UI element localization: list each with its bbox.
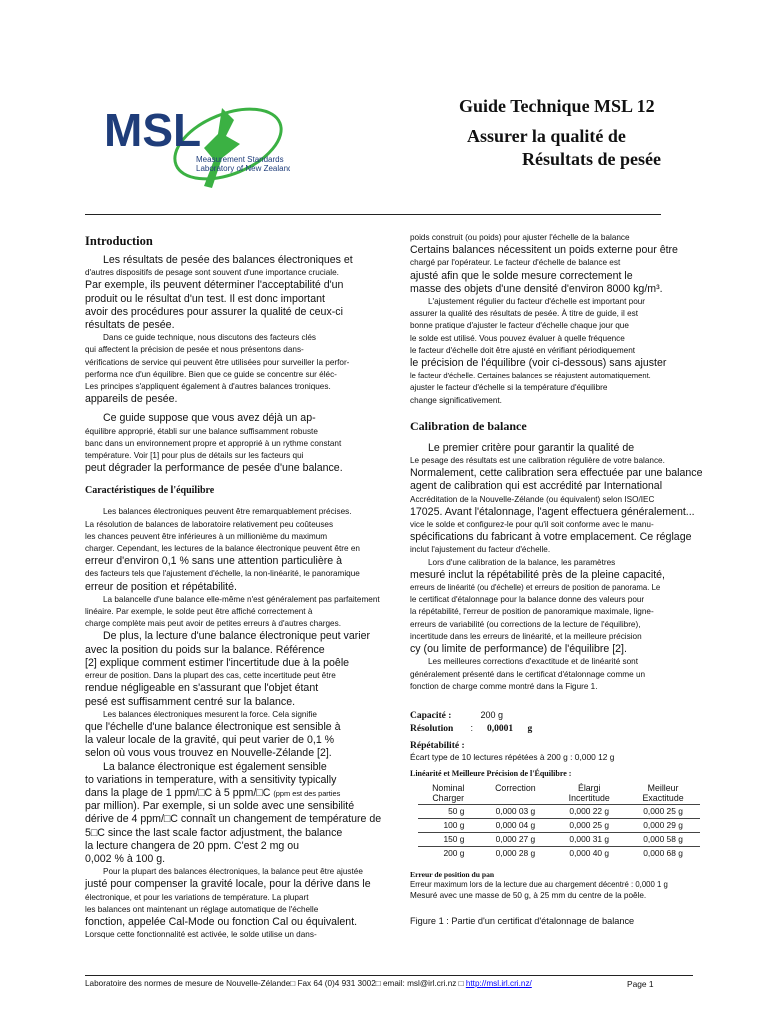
header-divider xyxy=(85,214,661,215)
text-line: ajuster le facteur d'échelle si la température d'équilibre xyxy=(410,383,608,393)
table-cell: 0,000 58 g xyxy=(626,832,700,846)
text-line: 5□C since the last scale factor adjustment, the balance xyxy=(85,826,343,839)
guide-title: Guide Technique MSL 12 xyxy=(459,96,655,116)
text-line: Accréditation de la Nouvelle-Zélande (ou équivalent) selon ISO/IEC xyxy=(410,494,655,504)
text-line: Normalement, cette calibration sera effectuée par une balance xyxy=(410,467,703,480)
text-line: banc dans un environnement propre et approprié à un rythme constant xyxy=(85,438,342,448)
text-line: température. Voir [1] pour plus de détails sur les facteurs qui xyxy=(85,451,304,461)
document-title-line2: Résultats de pesée xyxy=(522,149,661,169)
column-header-line: Charger xyxy=(432,792,465,803)
table-cell: 50 g xyxy=(418,804,478,818)
table-cell: 100 g xyxy=(418,818,478,832)
text-line: ajusté afin que le solde mesure correctement le xyxy=(410,269,633,282)
capacity-value: 200 g xyxy=(480,709,504,720)
resolution-value: 0,0001 xyxy=(487,723,514,734)
text-line: inclut l'ajustement du facteur d'échelle. xyxy=(410,545,551,555)
text-line: Lors d'une calibration de la balance, les paramètres xyxy=(428,557,616,567)
column-header xyxy=(478,782,552,805)
characteristics-heading: Caractéristiques de l'équilibre xyxy=(85,485,215,497)
footer-divider xyxy=(85,975,693,976)
figure-caption: Figure 1 : Partie d'un certificat d'étalonnage de balance xyxy=(410,915,635,926)
page-number: Page 1 xyxy=(627,979,654,989)
text-line: Ce guide suppose que vous avez déjà un ap- xyxy=(103,412,316,425)
pan-position-text: Mesuré avec une masse de 50 g, à 25 mm du centre de la poêle. xyxy=(410,890,647,900)
text-line: erreur de position. Dans la plupart des cas, cette incertitude peut être xyxy=(85,671,336,681)
table-header-row xyxy=(418,782,700,805)
column-header xyxy=(552,782,626,805)
text-line: erreurs de linéarité (ou d'échelle) et erreurs de position de panorama. Le xyxy=(410,583,661,593)
text-line: que l'échelle d'une balance électronique est sensible à xyxy=(85,720,341,733)
footer-contact: Laboratoire des normes de mesure de Nouvelle-Zélande□ Fax 64 (0)4 931 3002□ email: msl@irl.cri.nz □ xyxy=(85,979,466,988)
table-row xyxy=(418,818,700,832)
table-row xyxy=(418,804,700,818)
left-column xyxy=(85,232,397,941)
text-line: peut dégrader la performance de pesée d'une balance. xyxy=(85,462,343,475)
text-line: équilibre approprié, établi sur une balance suffisamment robuste xyxy=(85,426,318,436)
column-header-line: Élargi xyxy=(577,782,601,793)
pan-position-text: Erreur maximum lors de la lecture due au chargement décentré : 0,000 1 g xyxy=(410,879,668,889)
text-line: 17025. Avant l'étalonnage, l'agent effectuera généralement... xyxy=(410,505,695,518)
text-line: vice le solde et configurez-le pour qu'il soit conforme avec le manu- xyxy=(410,520,654,530)
text-line: les chances peuvent être inférieures à un millionième du maximum xyxy=(85,531,328,541)
linearity-label: Linéarité et Meilleure Précision de l'Équilibre : xyxy=(410,768,572,778)
text-line: qui affectent la précision de pesée et nous présentons dans- xyxy=(85,345,304,355)
logo-subtitle-1: Measurement Standards xyxy=(196,155,284,164)
text-line: Le premier critère pour garantir la qualité de xyxy=(428,441,635,454)
text-line: Pour la plupart des balances électroniques, la balance peut être ajustée xyxy=(103,867,363,877)
text-line: erreur de position et répétabilité. xyxy=(85,580,237,593)
text-line: fonction de charge comme montré dans la Figure 1. xyxy=(410,681,598,691)
column-header xyxy=(418,782,478,805)
repeatability-label: Répétabilité : xyxy=(410,740,465,751)
text-line: Les principes s'appliquent également à d'autres balances troniques. xyxy=(85,382,331,392)
text-line: d'autres dispositifs de pesage sont souvent d'une importance cruciale. xyxy=(85,268,339,278)
column-header xyxy=(626,782,700,805)
repeatability-text: Écart type de 10 lectures répétées à 200 g : 0,000 12 g xyxy=(410,751,615,762)
text-line: [2] explique comment estimer l'incertitude due à la poêle xyxy=(85,656,350,669)
text-line: charge complète mais peut avoir de petites erreurs à d'autres charges. xyxy=(85,619,341,629)
logo-msl-text: MSL xyxy=(104,104,202,156)
column-header-line: Incertitude xyxy=(568,792,610,803)
text-line: le solde est utilisé. Vous pouvez évaluer à quelle fréquence xyxy=(410,333,625,343)
text-line: charger. Cependant, les lectures de la balance électronique peuvent être en xyxy=(85,544,360,554)
text-line: Les meilleures corrections d'exactitude et de linéarité sont xyxy=(428,657,639,667)
text-line: résultats de pesée. xyxy=(85,319,175,332)
text-line: par million). Par exemple, si un solde avec une sensibilité xyxy=(85,800,355,813)
text-line: pesé est suffisamment centré sur la balance. xyxy=(85,695,296,708)
table-cell: 0,000 03 g xyxy=(478,804,552,818)
text-line: Certains balances nécessitent un poids externe pour être xyxy=(410,244,678,257)
text-line: agent de calibration qui est accrédité par International xyxy=(410,480,663,493)
footer xyxy=(85,979,532,988)
calibration-heading: Calibration de balance xyxy=(410,418,527,433)
resolution-colon: : xyxy=(470,722,474,733)
msl-logo xyxy=(100,100,290,195)
text-line: La résolution de balances de laboratoire relativement peu coûteuses xyxy=(85,519,334,529)
table-cell: 0,000 29 g xyxy=(626,818,700,832)
text-line: produit ou le résultat d'un test. Il est donc important xyxy=(85,292,325,305)
text-line xyxy=(85,787,397,800)
resolution-label: Résolution xyxy=(410,723,454,734)
text-line: Les balances électroniques mesurent la force. Cela signifie xyxy=(103,709,317,719)
text-line: le facteur d'échelle doit être ajusté en vérifiant périodiquement xyxy=(410,345,636,355)
capacity-row xyxy=(410,709,728,722)
text-line: justé pour compenser la gravité locale, pour la dérive dans le xyxy=(85,878,371,891)
text-span: (ppm est des parties xyxy=(273,788,341,798)
table-cell: 0,000 22 g xyxy=(552,804,626,818)
text-line: Les balances électroniques peuvent être remarquablement précises. xyxy=(103,507,352,517)
text-line: masse des objets d'une densité d'environ 8000 kg/m³. xyxy=(410,282,663,295)
pan-position-label: Erreur de position du pan xyxy=(410,869,495,879)
table-cell: 200 g xyxy=(418,846,478,860)
text-line: dérive de 4 ppm/□C connaît un changement de température de xyxy=(85,813,382,826)
resolution-unit: g xyxy=(527,723,533,734)
document-title-line1: Assurer la qualité de xyxy=(467,126,626,146)
capacity-label: Capacité : xyxy=(410,710,452,721)
table-cell: 0,000 68 g xyxy=(626,846,700,860)
text-line: le certificat d'étalonnage pour la balance donne des valeurs pour xyxy=(410,595,645,605)
text-line: appareils de pesée. xyxy=(85,393,178,406)
linearity-table xyxy=(418,782,700,860)
column-header-line: Correction xyxy=(495,782,536,793)
text-line: selon où vous vous trouvez en Nouvelle-Zélande [2]. xyxy=(85,747,332,760)
column-header-line: Meilleur xyxy=(647,782,679,793)
table-cell: 0,000 31 g xyxy=(552,832,626,846)
table-cell: 0,000 28 g xyxy=(478,846,552,860)
text-line: la lecture changera de 20 ppm. C'est 2 mg ou xyxy=(85,839,300,852)
text-line: cy (ou limite de performance) de l'équilibre [2]. xyxy=(410,643,627,656)
right-column xyxy=(410,232,728,927)
text-line: 0,002 % à 100 g. xyxy=(85,852,166,865)
text-line: De plus, la lecture d'une balance électronique peut varier xyxy=(103,630,371,643)
text-line: incertitude dans les erreurs de linéarité, et la meilleure précision xyxy=(410,631,642,641)
text-line: performa nce d'un équilibre. Bien que ce guide se concentre sur éléc- xyxy=(85,369,337,379)
text-line: la répétabilité, l'erreur de position de panoramique maximale, ligne- xyxy=(410,607,654,617)
introduction-heading: Introduction xyxy=(85,234,153,248)
text-line: La balance électronique est également sensible xyxy=(103,760,327,773)
table-cell: 0,000 04 g xyxy=(478,818,552,832)
text-line: vérifications de service qui peuvent être utilisées pour surveiller la perfor- xyxy=(85,357,350,367)
text-span: dans la plage de 1 ppm/□C à 5 ppm/□C xyxy=(85,786,271,799)
table-cell: 0,000 25 g xyxy=(552,818,626,832)
calibration-certificate-figure xyxy=(410,709,728,927)
table-cell: 0,000 27 g xyxy=(478,832,552,846)
resolution-row xyxy=(410,722,728,735)
text-line: Lorsque cette fonctionnalité est activée, le solde utilise un dans- xyxy=(85,930,317,940)
table-cell: 0,000 25 g xyxy=(626,804,700,818)
table-cell: 0,000 40 g xyxy=(552,846,626,860)
column-header-line: Nominal xyxy=(432,782,465,793)
text-line: fonction, appelée Cal-Mode ou fonction Cal ou équivalent. xyxy=(85,915,358,928)
text-line: change significativement. xyxy=(410,395,502,405)
text-line: La balancelle d'une balance elle-même n'est généralement pas parfaitement xyxy=(103,594,380,604)
text-line: Le pesage des résultats est une calibration régulière de votre balance. xyxy=(410,456,665,466)
text-line: bonne pratique d'ajuster le facteur d'échelle chaque jour que xyxy=(410,321,629,331)
text-line: électronique, et pour les variations de température. La plupart xyxy=(85,892,309,902)
text-line: avoir des procédures pour assurer la qualité de ceux-ci xyxy=(85,305,343,318)
text-line: Les résultats de pesée des balances électroniques et xyxy=(103,254,353,266)
logo-subtitle-2: Laboratory of New Zealand xyxy=(196,164,290,173)
table-cell: 150 g xyxy=(418,832,478,846)
text-line: chargé par l'opérateur. Le facteur d'échelle de balance est xyxy=(410,258,621,268)
text-line: avec la position du poids sur la balance. Référence xyxy=(85,643,325,656)
msl-logo-graphic xyxy=(100,100,290,195)
text-line: L'ajustement régulier du facteur d'échelle est important pour xyxy=(428,297,646,307)
text-line: erreurs de variabilité (ou corrections de la lecture de l'équilibre), xyxy=(410,619,641,629)
text-line: Dans ce guide technique, nous discutons des facteurs clés xyxy=(103,333,317,343)
text-line: Par exemple, ils peuvent déterminer l'acceptabilité d'un xyxy=(85,279,344,292)
text-line: les balances ont maintenant un réglage automatique de l'échelle xyxy=(85,904,319,914)
text-line: la valeur locale de la gravité, qui peut varier de 0,1 % xyxy=(85,734,335,747)
text-line: des facteurs tels que l'ajustement d'échelle, la non-linéarité, le panoramique xyxy=(85,569,360,579)
text-line: spécifications du fabricant à votre emplacement. Ce réglage xyxy=(410,531,692,544)
text-line: erreur d'environ 0,1 % sans une attention particulière à xyxy=(85,555,343,568)
text-line: généralement présenté dans le certificat d'étalonnage comme un xyxy=(410,669,646,679)
text-line: linéaire. Par exemple, le solde peut être affiché correctement à xyxy=(85,607,313,617)
table-row xyxy=(418,846,700,860)
text-line: rendue négligeable en s'assurant que l'objet étant xyxy=(85,682,319,695)
text-line: to variations in temperature, with a sensitivity typically xyxy=(85,773,337,786)
footer-website-link[interactable]: http://msl.irl.cri.nz/ xyxy=(465,979,532,988)
text-line: assurer la qualité des résultats de pesée. À titre de guide, il est xyxy=(410,309,639,319)
text-line: mesuré inclut la répétabilité près de la pleine capacité, xyxy=(410,568,665,581)
table-row xyxy=(418,832,700,846)
text-line: le précision de l'équilibre (voir ci-dessous) sans ajuster xyxy=(410,357,667,370)
text-line: le facteur d'échelle. Certaines balances se réajustent automatiquement. xyxy=(410,371,651,381)
column-header-line: Exactitude xyxy=(642,792,684,803)
text-line: poids construit (ou poids) pour ajuster l'échelle de la balance xyxy=(410,233,630,242)
